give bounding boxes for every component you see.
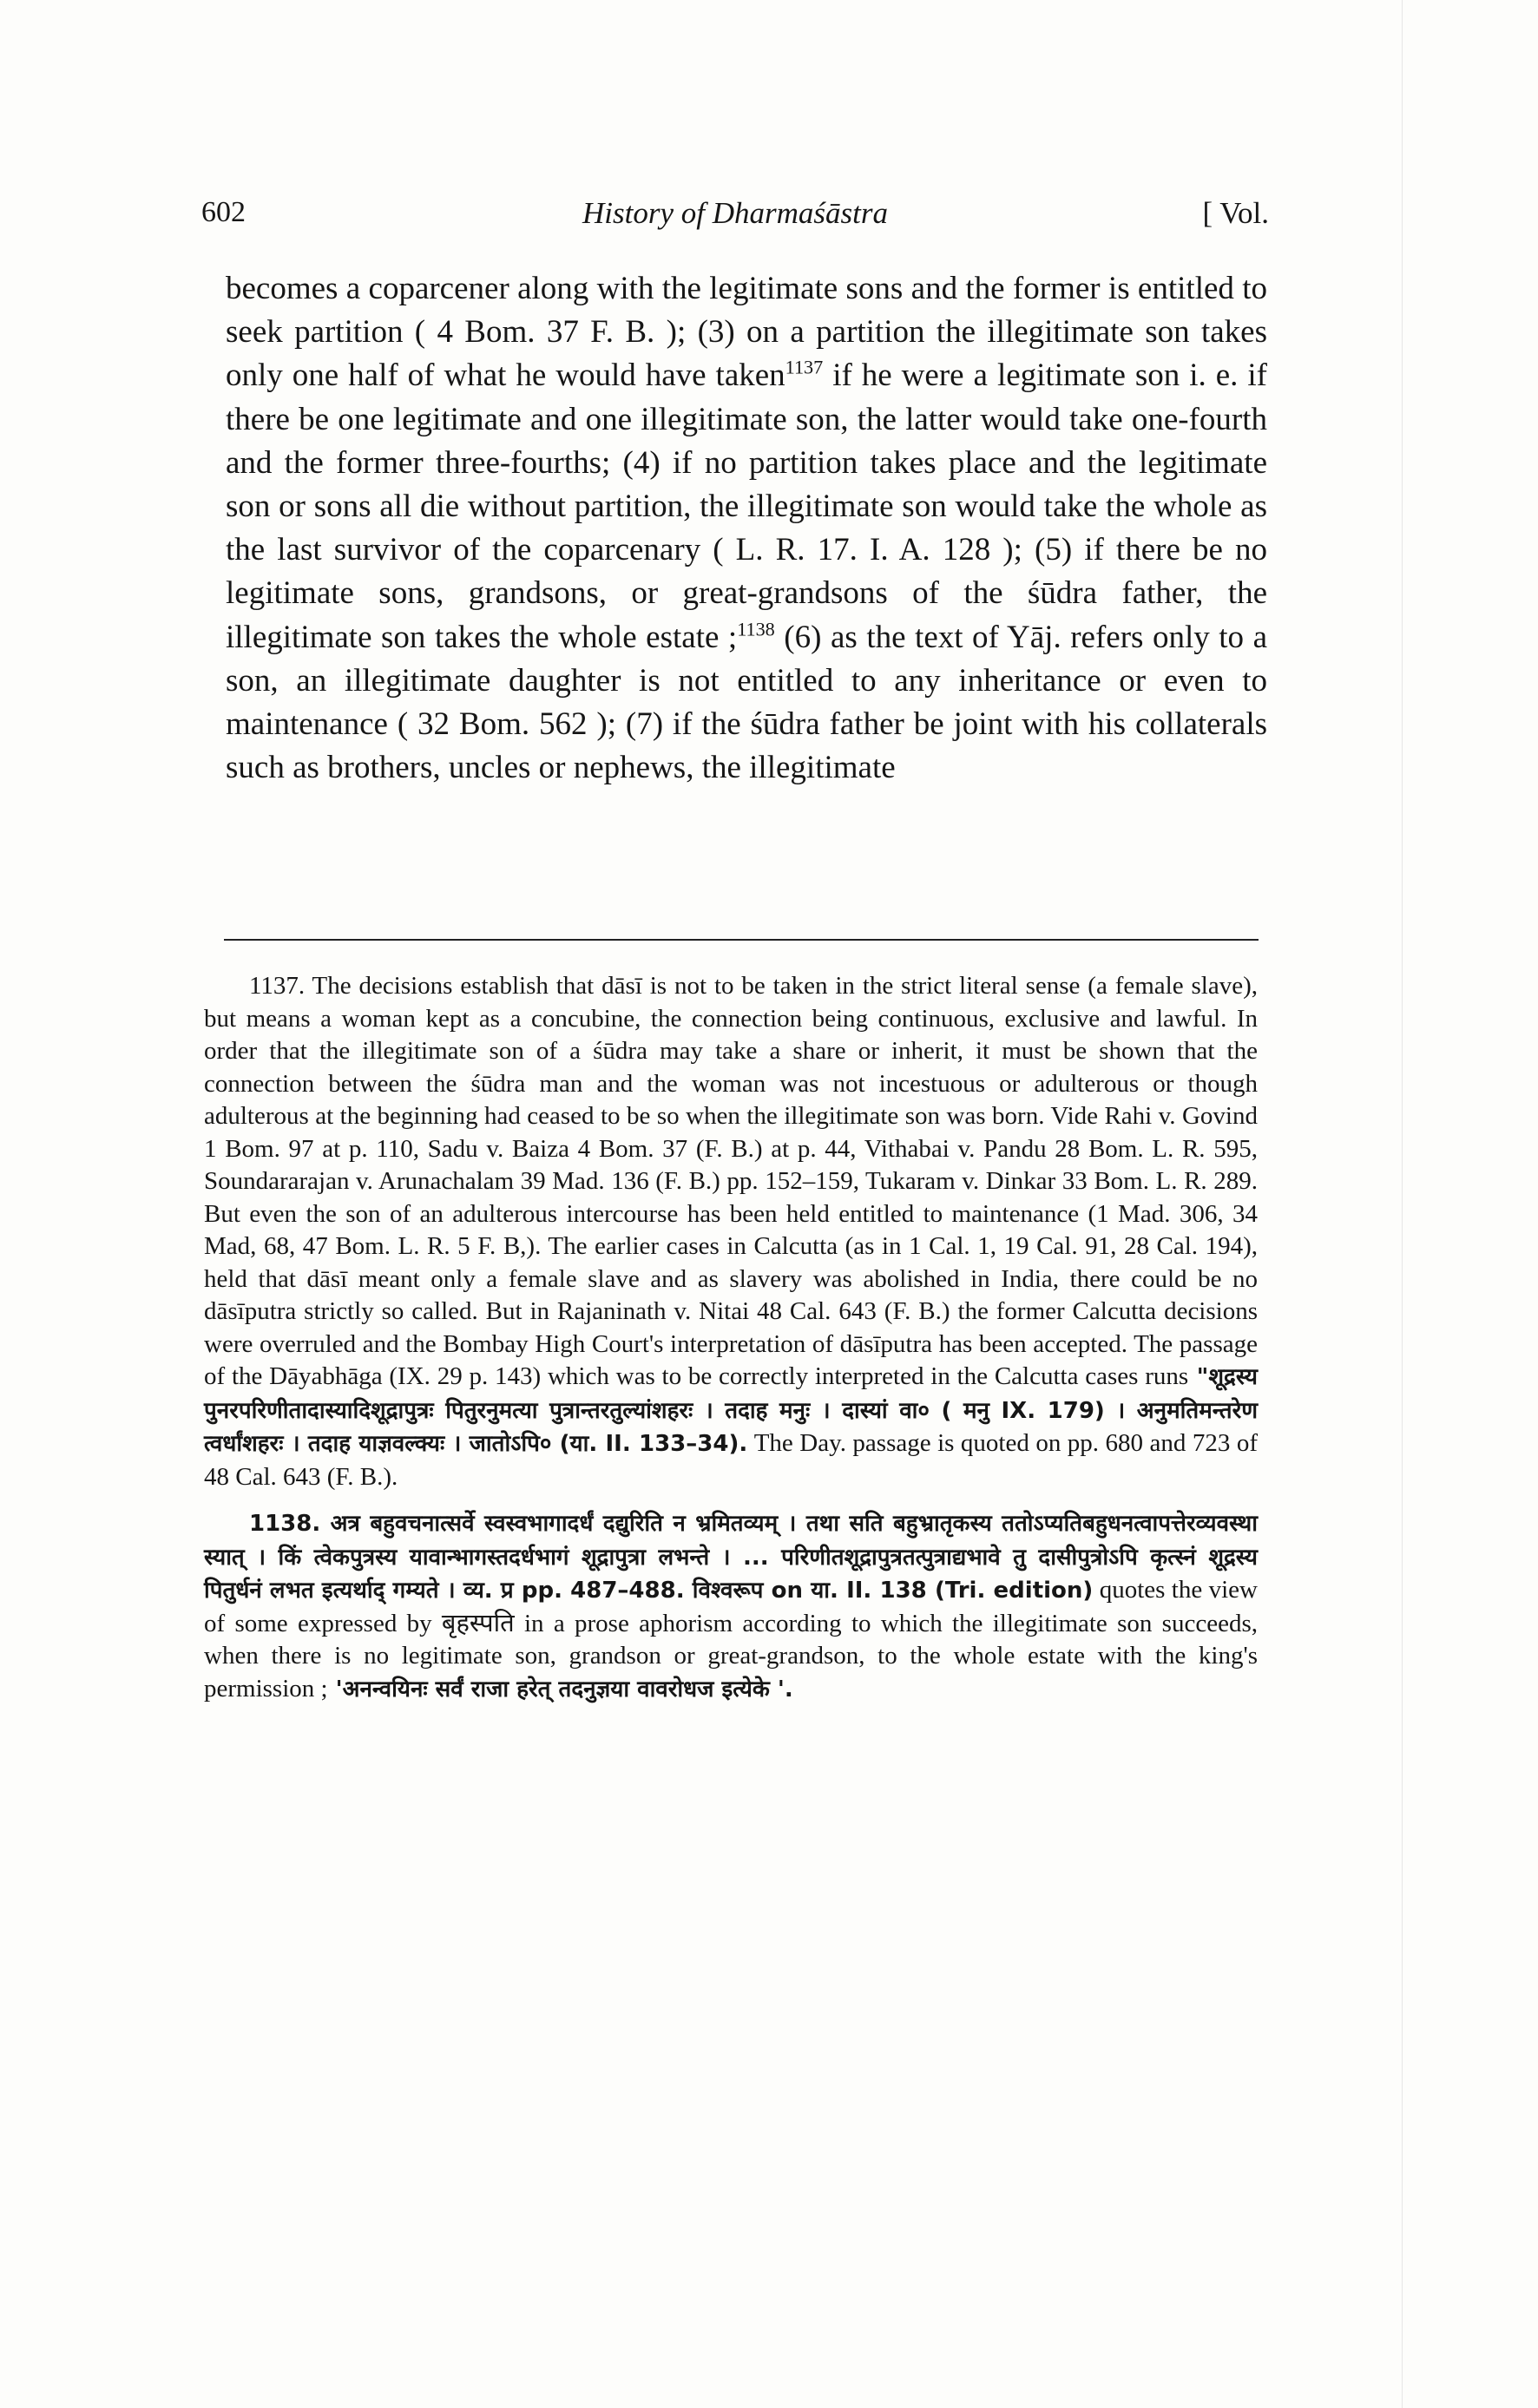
footnote-1138-english: quotes the view of some expressed by बृहस्पति in a prose aphorism according to which the illegitimate son succeeds, when there is no legitimate son, grandson or great-grandson, to the whole estate with the king's permission ; bbox=[204, 1576, 1258, 1703]
scan-margin-line bbox=[1402, 0, 1403, 2408]
body-text-part-2: if he were a legitimate son i. e. if there be one legitimate and one illegitimate son, the latter would take one-fourth and the former three-fourths; (4) if no partition takes place and the legitimate son or sons all die without partition, the illegitimate son would take the whole as the last survivor of the coparcenary ( L. R. 17. I. A. 128 ); (5) if there be no legitimate sons, grandsons, or great-grandsons of the śūdra father, the illegitimate son takes the whole estate ; bbox=[226, 358, 1267, 655]
body-paragraph bbox=[226, 267, 1267, 790]
footnote-1137-end: The Day. passage is quoted on pp. 680 and 723 of 48 Cal. 643 (F. B.). bbox=[204, 1429, 1259, 1491]
body-text-part-1: becomes a coparcener along with the legitimate sons and the former is entitled to seek partition ( 4 Bom. 37 F. B. ); (3) on a partition the illegitimate son takes only one half of what he would have taken bbox=[226, 271, 1267, 394]
footnotes bbox=[204, 970, 1258, 1706]
footnote-1137-sanskrit: "शूद्रस्य पुनरपरिणीतादास्यादिशूद्रापुत्रः पितुरनुमत्या पुत्रान्तरतुल्यांशहरः । तदाह मनुः । दास्यां वा० ( मनु IX. 179) । अनुमतिमन्तरेण त्वर्धांशहरः । तदाह याज्ञवल्क्यः । जातोऽपि० (या. II. 133–34). bbox=[204, 1364, 1259, 1457]
volume-mark: [ Vol. bbox=[1202, 196, 1269, 230]
footnote-divider bbox=[224, 939, 1259, 941]
running-title: History of Dharmaśāstra bbox=[582, 196, 888, 230]
page-number: 602 bbox=[201, 196, 246, 228]
footnote-ref-1138: 1138 bbox=[737, 618, 775, 640]
footnote-1138-quote: 'अनन्वयिनः सर्वं राजा हरेत् तदनुज्ञया वावरोधज इत्येके '. bbox=[327, 1676, 793, 1703]
footnote-1137 bbox=[204, 970, 1258, 1493]
page-header bbox=[201, 196, 1269, 239]
footnote-1137-text: 1137. The decisions establish that dāsī is not to be taken in the strict literal sense (a female slave), but means a woman kept as a concubine, the connection being continuous, exclusive and lawful. In order that the illegitimate son of a śūdra may take a share or inherit, it must be shown that the connection between the śūdra man and the woman was not incestuous or adulterous or though adulterous at the beginning had ceased to be so when the illegitimate son was born. Vide Rahi v. Govind 1 Bom. 97 at p. 110, Sadu v. Baiza 4 Bom. 37 (F. B.) at p. 44, Vithabai v. Pandu 28 Bom. L. R. 595, Soundararajan v. Arunachalam 39 Mad. 136 (F. B.) pp. 152–159, Tukaram v. Dinkar 33 Bom. L. R. 289. But even the son of an adulterous intercourse has been held entitled to maintenance (1 Mad. 306, 34 Mad, 68, 47 Bom. L. R. 5 F. B,). The earlier cases in Calcutta (as in 1 Cal. 1, 19 Cal. 91, 28 Cal. 194), held that dāsī meant only a female slave and as slavery was abolished in India, there could be no dāsīputra strictly so called. But in Rajaninath v. Nitai 48 Cal. 643 (F. B.) the former Calcutta decisions were overruled and the Bombay High Court's interpretation of dāsīputra has been accepted. The passage of the Dāyabhāga (IX. 29 p. 143) which was to be correctly interpreted in the Calcutta cases runs bbox=[204, 972, 1258, 1390]
footnote-1138 bbox=[204, 1507, 1258, 1706]
footnote-1138-sanskrit: 1138. अत्र बहुवचनात्सर्वे स्वस्वभागादर्धं दद्युरिति न भ्रमितव्यम् । तथा सति बहुभ्रातृकस्य ततोऽप्यतिबहुधनत्वापत्तेरव्यवस्था स्यात् । किं त्वेकपुत्रस्य यावान्भागस्तदर्धभागं शूद्रापुत्रा लभन्ते । ... परिणीतशूद्रापुत्रतत्पुत्राद्यभावे तु दासीपुत्रोऽपि कृत्स्नं शूद्रस्य पितुर्धनं लभत इत्यर्थाद् गम्यते । व्य. प्र pp. 487–488. विश्वरूप on या. II. 138 (Tri. edition) bbox=[204, 1511, 1258, 1604]
body-text-part-3: (6) as the text of Yāj. refers only to a son, an illegitimate daughter is not entitled to any inheritance or even to maintenance ( 32 Bom. 562 ); (7) if the śūdra father be joint with his collaterals such as brothers, uncles or nephews, the illegitimate bbox=[226, 619, 1267, 786]
footnote-ref-1137: 1137 bbox=[785, 357, 824, 379]
main-text bbox=[226, 267, 1267, 790]
